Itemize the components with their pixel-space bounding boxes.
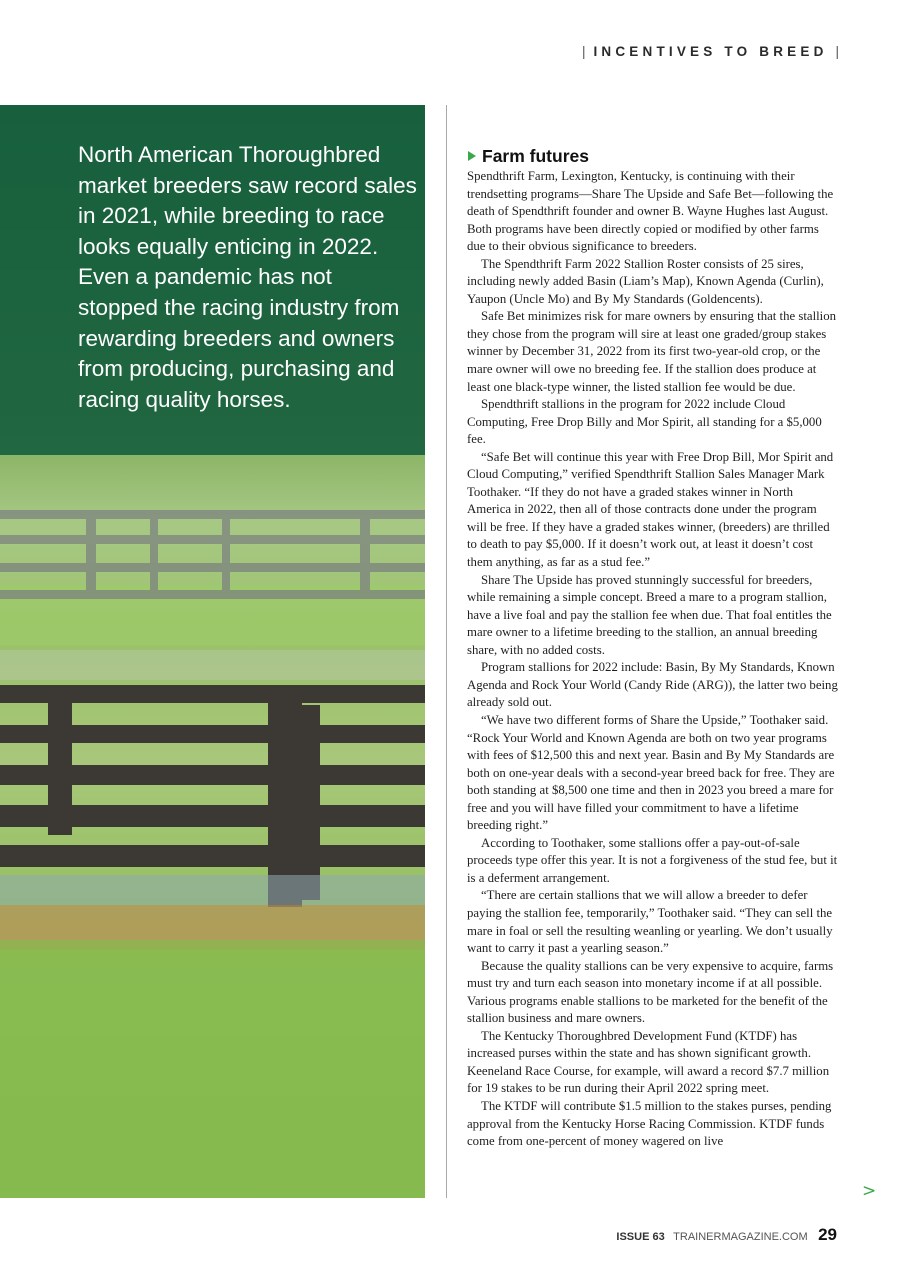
triangle-bullet-icon bbox=[468, 151, 476, 161]
paragraph: “There are certain stallions that we will allow a breeder to defer paying the stallion fee, temporarily,” Toothaker said. “They can sell the mare in foal or sell the resulting weanling or yearling. We don’t usually want to carry it past a yearling season.” bbox=[467, 888, 833, 956]
header-divider-left: | bbox=[581, 44, 586, 59]
paragraph: Spendthrift Farm, Lexington, Kentucky, is continuing with their trendsetting programs—Share The Upside and Safe Bet—following the death of Spendthrift founder and owner B. Wayne Hughes last August. Both programs have been directly copied or modified by other farms due to their obvious significance to breeders. bbox=[467, 169, 834, 254]
article-body bbox=[467, 145, 839, 1151]
paragraph: “Safe Bet will continue this year with Free Drop Bill, Mor Spirit and Cloud Computing,” verified Spendthrift Stallion Sales Manager Mark Toothaker. “If they do not have a graded stakes winner in North America in 2022, then all of those contracts done under the program will be free. If they have a graded stakes winner, (breeders) are thrilled to death to pay $5,000. If it doesn’t work out, at least it doesn’t cost them anything, as far as a stud fee.” bbox=[467, 449, 834, 570]
paragraph: According to Toothaker, some stallions offer a pay-out-of-sale proceeds type offer this year. It is not a forgiveness of the stud fee, but it is a deferment arrangement. bbox=[467, 835, 838, 885]
section-header bbox=[582, 44, 839, 59]
paragraph: The Spendthrift Farm 2022 Stallion Roster consists of 25 sires, including newly added Basin (Liam’s Map), Known Agenda (Curlin), Yaupon (Uncle Mo) and By My Standards (Goldencents). bbox=[467, 256, 824, 306]
page-number: 29 bbox=[818, 1225, 837, 1244]
pull-quote: North American Thoroughbred market breeders saw record sales in 2021, while breeding to race looks equally enticing in 2022. Even a pandemic has not stopped the racing industry from rewarding breeders and owners from producing, purchasing and racing quality horses. bbox=[78, 142, 417, 412]
paragraph: The KTDF will contribute $1.5 million to the stakes purses, pending approval from the Kentucky Horse Racing Commission. KTDF funds come from one-percent of money wagered on live bbox=[467, 1098, 832, 1149]
paragraph: Safe Bet minimizes risk for mare owners by ensuring that the stallion they chose from the program will sire at least one graded/group stakes winner by December 31, 2022 from its first two-year-old crop, or the mare owner will owe no breeding fee. If the stallion does produce at least one black-type winner, the listed stallion fee would be due. bbox=[467, 309, 837, 394]
section-title: INCENTIVES TO BREED bbox=[593, 44, 828, 59]
paragraph: Spendthrift stallions in the program for 2022 include Cloud Computing, Free Drop Billy and Mor Spirit, all standing for a $5,000 fee. bbox=[467, 397, 822, 447]
article-heading-text: Farm futures bbox=[482, 146, 589, 166]
header-divider-right: | bbox=[835, 44, 839, 59]
article-heading bbox=[467, 145, 839, 167]
next-page-arrow-icon[interactable]: > bbox=[862, 1181, 877, 1201]
paragraph: Share The Upside has proved stunningly successful for breeders, while remaining a simple concept. Breed a mare to a program stallion, have a live foal and pay the stallion fee when due. That foal entitles the mare owner to a lifetime breeding to the stallion, an annual breeding share, with no added costs. bbox=[467, 572, 832, 657]
magazine-website: TRAINERMAGAZINE.COM bbox=[673, 1231, 808, 1243]
issue-number: ISSUE 63 bbox=[616, 1231, 665, 1243]
page-footer bbox=[616, 1225, 837, 1245]
paragraph: The Kentucky Thoroughbred Development Fund (KTDF) has increased purses within the state and has shown significant growth. Keeneland Race Course, for example, will award a record $7.7 million for 19 stakes to be run during their April 2022 spring meet. bbox=[467, 1028, 830, 1096]
paragraph: Because the quality stallions can be very expensive to acquire, farms must try and turn each season into monetary income if at all possible. Various programs enable stallions to be marketed for the benefit of the stallion business and mare owners. bbox=[467, 958, 834, 1026]
paragraph: Program stallions for 2022 include: Basin, By My Standards, Known Agenda and Rock Your World (Candy Ride (ARG)), the latter two being already sold out. bbox=[467, 660, 838, 710]
column-divider bbox=[446, 105, 447, 1198]
paragraph: “We have two different forms of Share the Upside,” Toothaker said. “Rock Your World and Known Agenda are both on two year programs with fees of $12,500 this and next year. Basin and By My Standards are both on one-year deals with a second-year breed back for free. They are both standing at $8,500 one time and then in 2023 you breed a mare for free and you will have filled your commitment to have a lifetime breeding right.” bbox=[467, 712, 835, 833]
